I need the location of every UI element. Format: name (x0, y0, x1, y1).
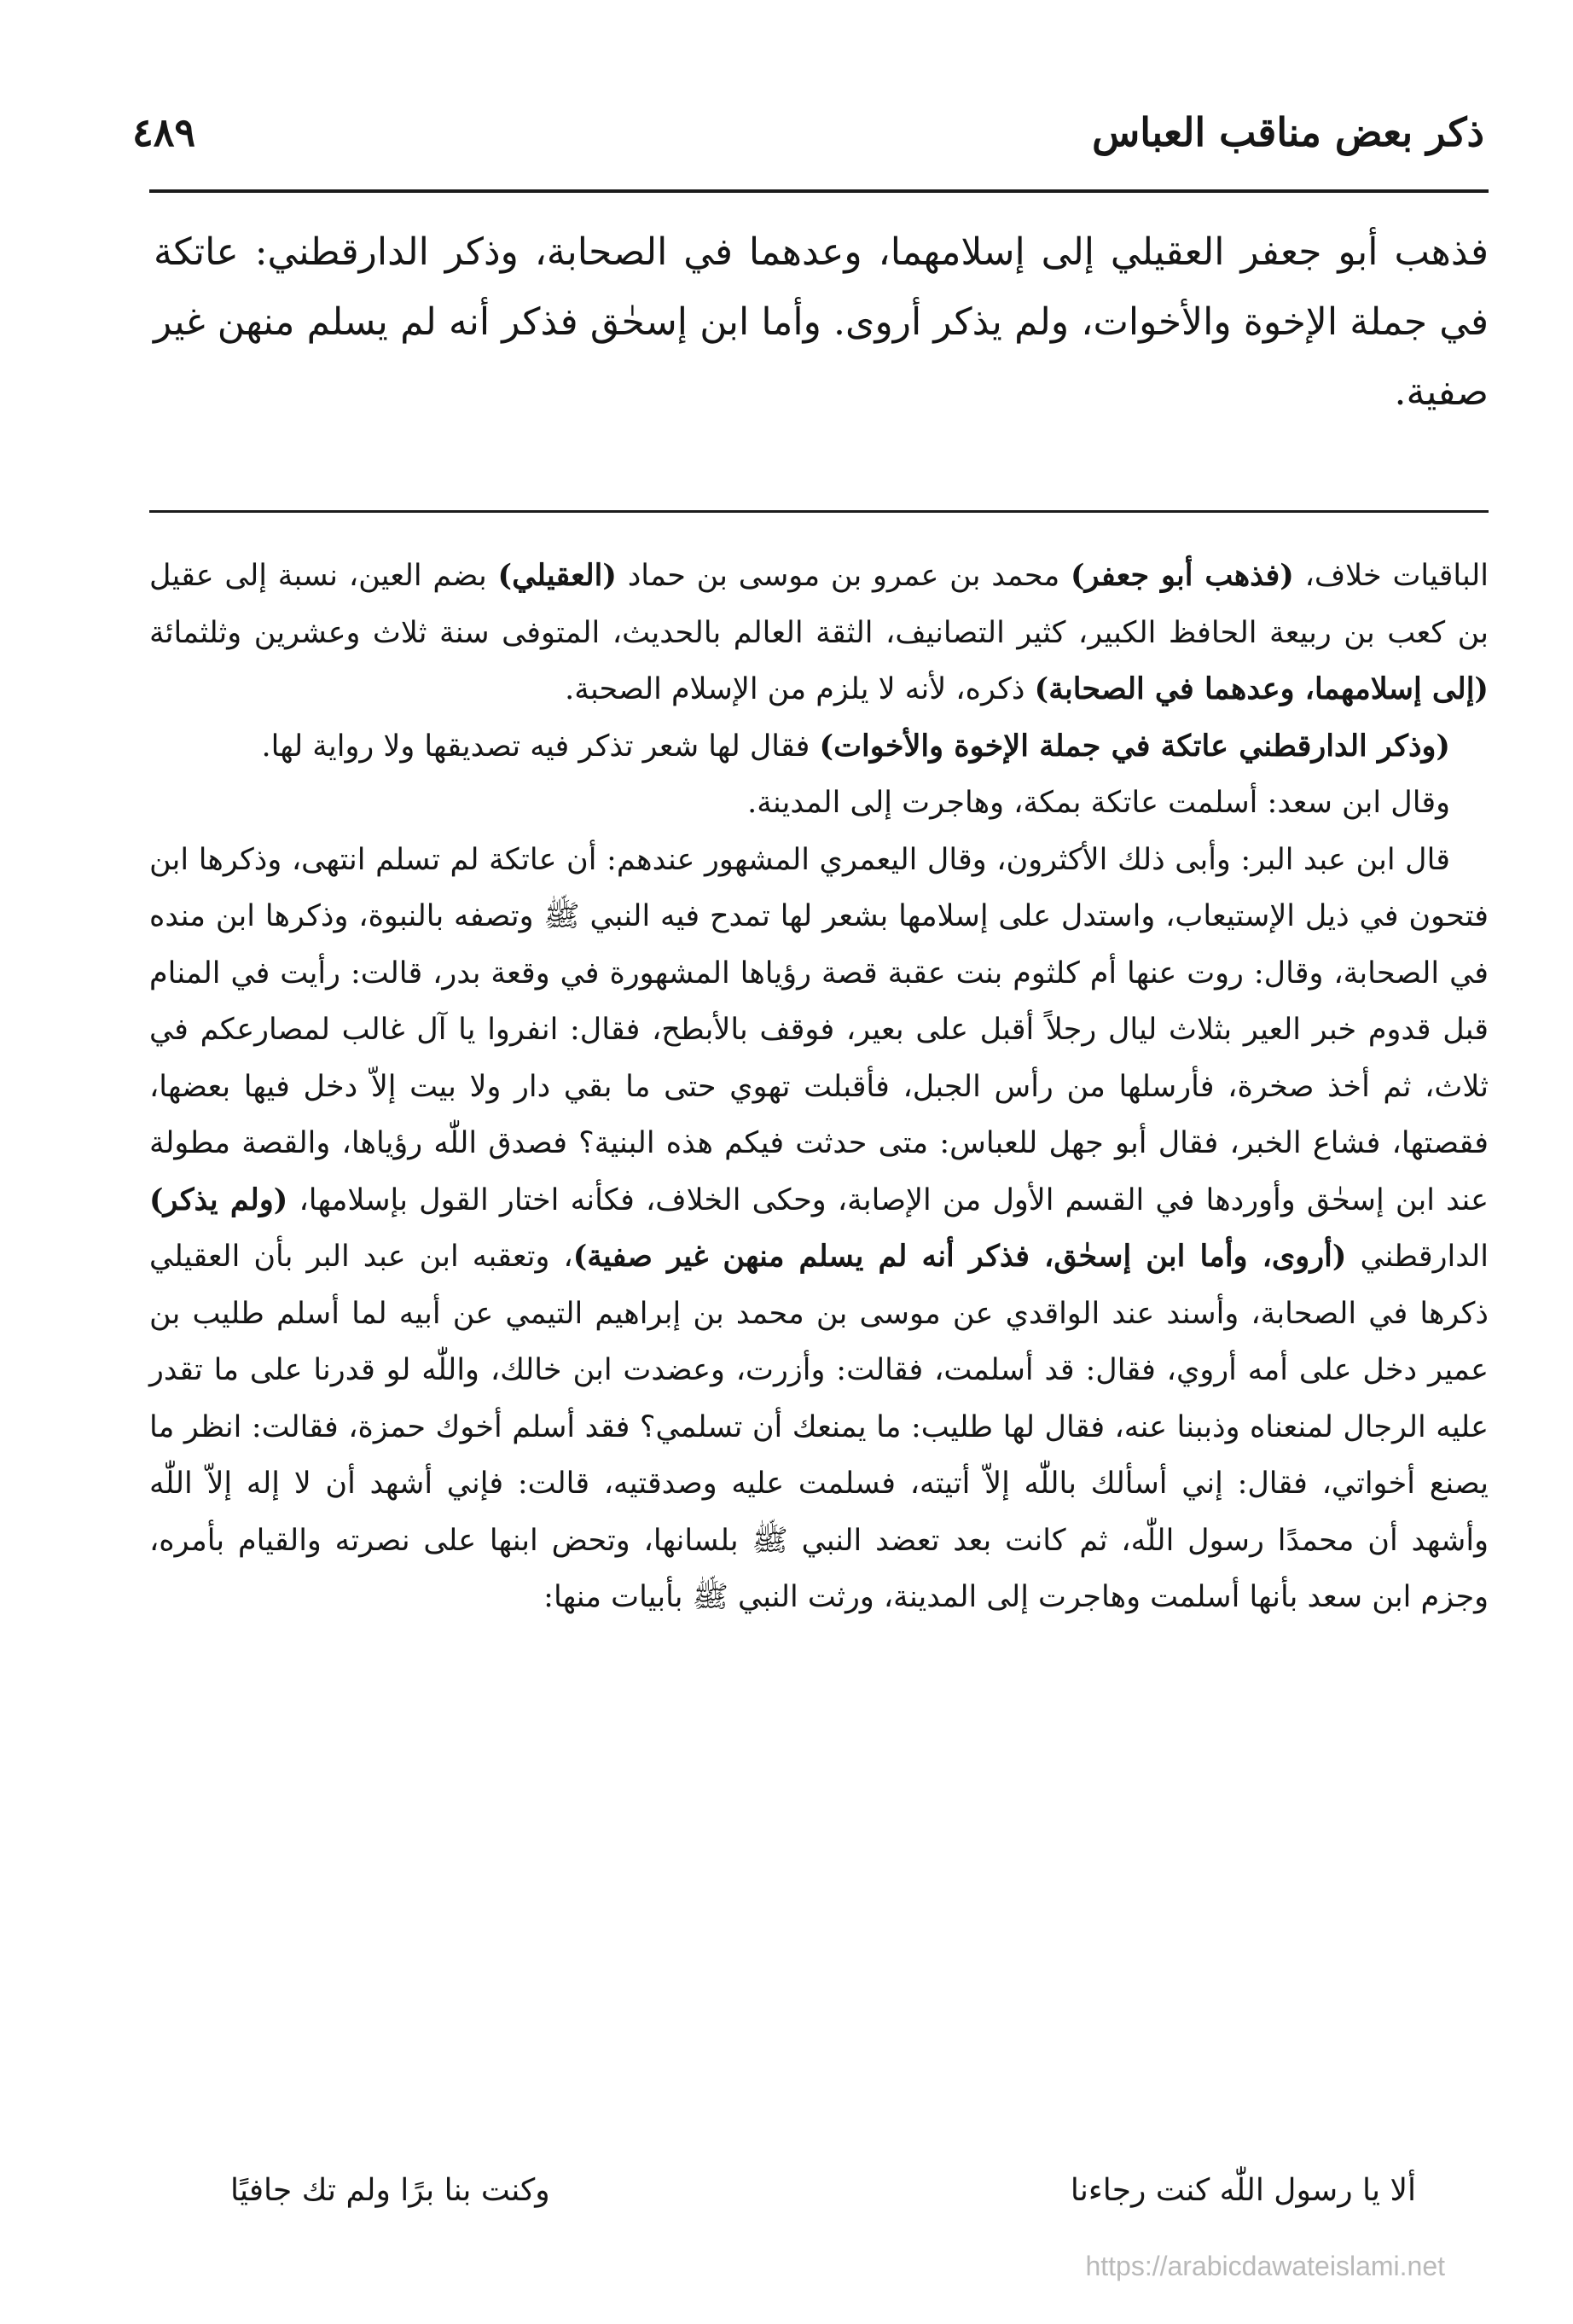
text-run: فقال لها شعر تذكر فيه تصديقها ولا رواية لها. (261, 729, 820, 764)
text-run: ، وتعقبه ابن عبد البر بأن العقيلي ذكرها في الصحابة، وأسند عند الواقدي عن موسى بن محمد بن إبراهيم التيمي عن أبيه لما أسلم طليب بن عمير دخل على أمه أروي، فقال: قد أسلمت، فقالت: وأزرت، وعضدت ابن خالك، واللّٰه لو قدرنا على ما تقدر عليه الرجال لمنعناه وذببنا عنه، فقال لها طليب: ما يمنعك أن تسلمي؟ فقد أسلم أخوك حمزة، فقالت: انظر ما يصنع أخواتي، فقال: إني أسألك باللّٰه إلاّ أتيته، فسلمت عليه وصدقتيه، قالت: فإني أشهد أن لا إله إلاّ اللّٰه وأشهد أن محمدًا رسول اللّٰه، ثم كانت بعد تعضد النبي ﷺ بلسانها، وتحض ابنها على نصرته والقيام بأمره، وجزم ابن سعد بأنها أسلمت وهاجرت إلى المدينة، ورثت النبي ﷺ بأبيات منها: (149, 1240, 1489, 1614)
commentary-paragraph-2 (149, 718, 1489, 776)
watermark: https://arabicdawateislami.net (1085, 2251, 1445, 2281)
text-run: بضم العين، نسبة إلى عقيل بن كعب بن ربيعة الحافظ الكبير، كثير التصانيف، الثقة العالم بالحديث، المتوفى سنة ثلاث وعشرين وثلثمائة (149, 559, 1489, 650)
verse-second-hemistich: وكنت بنا برًا ولم تك جافيًا (230, 2173, 550, 2208)
quoted-phrase: (أروى، وأما ابن إسحٰق، فذكر أنه لم يسلم منهن غير صفية) (572, 1239, 1347, 1274)
text-run: قال ابن عبد البر: وأبى ذلك الأكثرون، وقال اليعمري المشهور عندهم: أن عاتكة لم تسلم انتهى، وذكرها ابن فتحون في ذيل الإستيعاب، واستدل على إسلامها بشعر لها تمدح فيه النبي ﷺ وتصفه بالنبوة، وذكرها ابن منده في الصحابة، وقال: روت عنها أم كلثوم بنت عقبة قصة رؤياها المشهورة في وقعة بدر، قالت: رأيت في المنام قبل قدوم خبر العير بثلاث ليال رجلاً أقبل على بعير، فوقف بالأبطح، فقال: انفروا يا آل غالب لمصارعكم في ثلاث، ثم أخذ صخرة، فأرسلها من رأس الجبل، فأقبلت تهوي حتى ما بقي دار ولا بيت إلاّ دخل فيها بعضها، فقصتها، فشاع الخبر، فقال أبو جهل للعباس: متى حدثت فيكم هذه البنية؟ فصدق اللّٰه رؤياها، والقصة مطولة عند ابن إسحٰق وأوردها في القسم الأول من الإصابة، وحكى الخلاف، فكأنه اختار القول بإسلامها، (149, 842, 1489, 1217)
quoted-phrase: (فذهب أبو جعفر) (1071, 558, 1294, 593)
commentary-paragraph-1 (149, 548, 1489, 718)
page-header (132, 101, 1484, 177)
running-title: ذكر بعض مناقب العباس (1092, 109, 1484, 155)
verse-first-hemistich: ألا يا رسول اللّٰه كنت رجاءنا (1070, 2173, 1416, 2208)
commentary (149, 548, 1489, 1626)
commentary-paragraph-4 (149, 832, 1489, 1626)
commentary-paragraph-3: وقال ابن سعد: أسلمت عاتكة بمكة، وهاجرت إلى المدينة. (747, 786, 1450, 820)
page-number: ٤٨٩ (132, 109, 196, 155)
text-run: محمد بن عمرو بن موسى بن حماد (616, 559, 1071, 593)
quoted-phrase: (العقيلي) (497, 558, 617, 593)
header-rule (149, 189, 1489, 193)
main-paragraph: فذهب أبو جعفر العقيلي إلى إسلامهما، وعدهما في الصحابة، وذكر الدارقطني: عاتكة في جملة الإخوة والأخوات، ولم يذكر أروى. وأما ابن إسحٰق فذكر أنه لم يسلم منهن غير صفية. (154, 230, 1489, 414)
quoted-phrase: (وذكر الدارقطني عاتكة في جملة الإخوة والأخوات) (819, 728, 1450, 764)
text-run: الدارقطني (1346, 1240, 1489, 1274)
quoted-phrase: (إلى إسلامهما، وعدهما في الصحابة) (1034, 671, 1489, 706)
quoted-phrase: (ولم يذكر) (149, 1182, 288, 1217)
text-run: الباقيات خلاف، (1293, 559, 1489, 593)
main-text (154, 218, 1489, 427)
text-run: ذكره، لأنه لا يلزم من الإسلام الصحبة. (565, 672, 1035, 706)
footnote-separator (149, 510, 1489, 513)
poetry-verse (230, 2165, 1416, 2217)
